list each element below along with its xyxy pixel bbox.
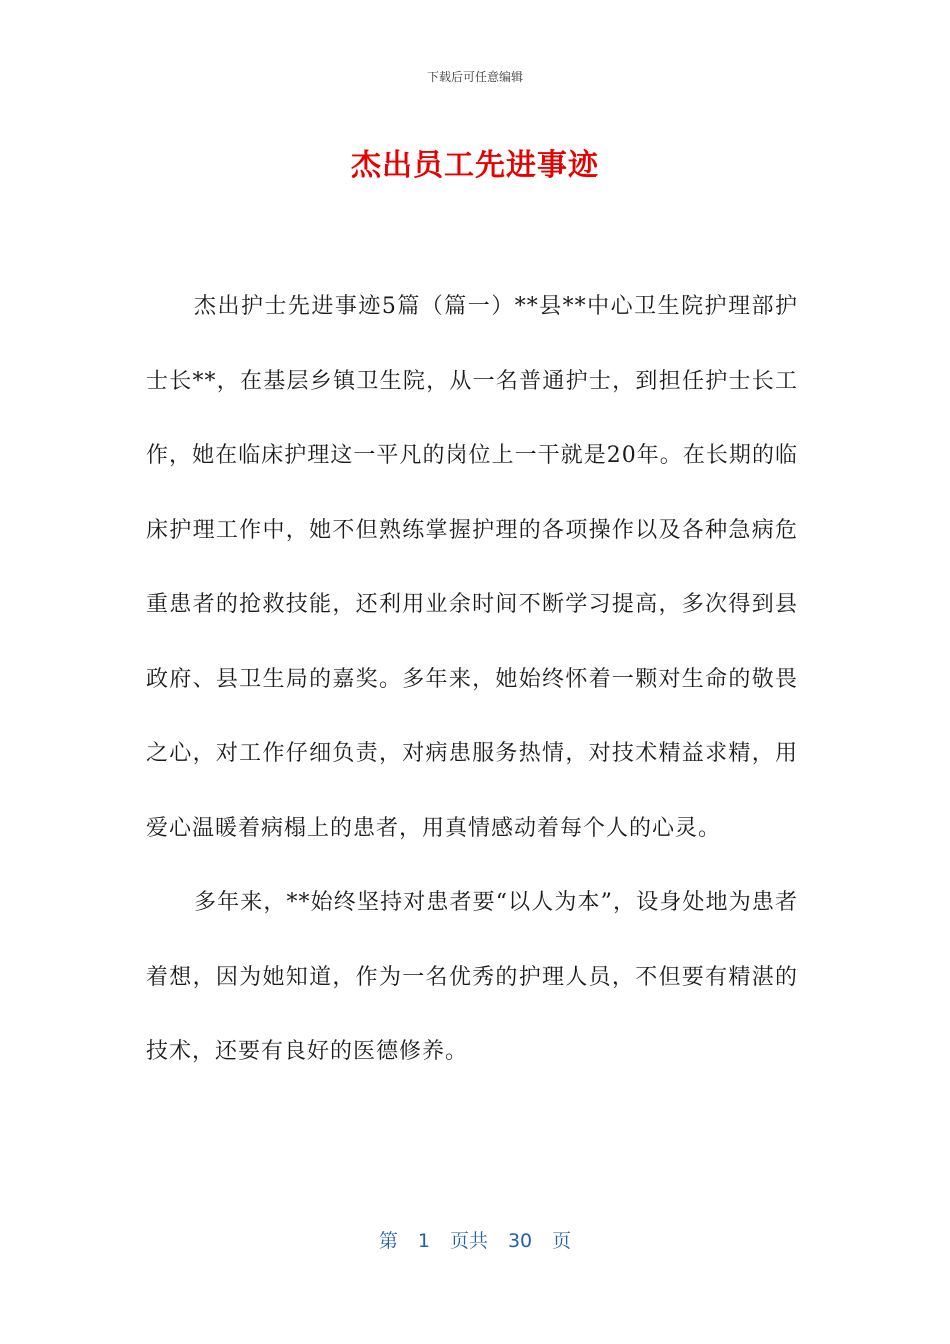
footer-page-middle: 页共 xyxy=(449,1230,488,1252)
document-body xyxy=(146,270,798,1090)
header-note: 下载后可任意编辑 xyxy=(426,70,523,84)
paragraph: 杰出护士先进事迹5篇（篇一）**县**中心卫生院护理部护士长**，在基层乡镇卫生院，从一名普通护士，到担任护士长工作，她在临床护理这一平凡的岗位上一干就是20年。在长期的临床护理工作中，她不但熟练掌握护理的各项操作以及各种急病危重患者的抢救技能，还利用业余时间不断学习提高，多次得到县政府、县卫生局的嘉奖。多年来，她始终怀着一颗对生命的敬畏之心，对工作仔细负责，对病患服务热情，对技术精益求精，用爱心温暖着病榻上的患者，用真情感动着每个人的心灵。 xyxy=(146,294,798,841)
page-footer xyxy=(0,1226,950,1253)
footer-current-page: 1 xyxy=(417,1230,430,1252)
footer-page-suffix: 页 xyxy=(552,1230,572,1252)
paragraph: 多年来，**始终坚持对患者要“以人为本”，设身处地为患者着想，因为她知道，作为一名优秀的护理人员，不但要有精湛的技术，还要有良好的医德修养。 xyxy=(146,890,798,1064)
document-title: 杰出员工先进事迹 xyxy=(351,148,599,183)
footer-page-prefix: 第 xyxy=(378,1230,398,1252)
footer-total-pages: 30 xyxy=(507,1230,533,1252)
